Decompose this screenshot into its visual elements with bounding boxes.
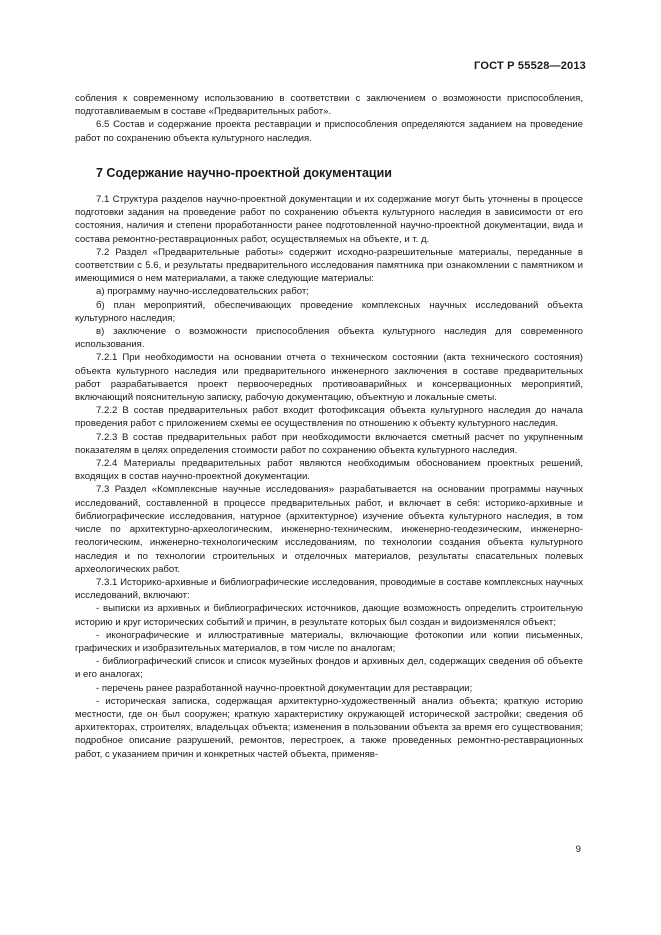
paragraph: 7.2 Раздел «Предварительные работы» содержит исходно-разрешительные материалы, переданные в соответствии с 5.6, и результаты предварительного исследования памятника при ознакомлении с памятником и имеющимися о нем материалами, а также следующие материалы:: [75, 246, 583, 285]
page-number: 9: [575, 844, 581, 855]
list-item: б) план мероприятий, обеспечивающих проведение комплексных научных исследований объекта культурного наследия;: [75, 299, 583, 324]
paragraph: 7.3.1 Историко-архивные и библиографические исследования, проводимые в составе комплексных научных исследований, включают:: [75, 576, 583, 602]
paragraph: 7.2.1 При необходимости на основании отчета о техническом состоянии (акта технического состояния) объекта культурного наследия или предварительного инженерного заключения в составе предварительных работ разрабатывается проект первоочередных противоаварийных и консервационных мероприятий, включающий пояснительную записку, рабочую документацию, объектную и локальные сметы.: [75, 352, 583, 404]
paragraph: собления к современному использованию в соответствии с заключением о возможности приспособления, подготавливаемым в составе «Предварительных работ».: [75, 93, 583, 118]
paragraph: 7.2.2 В состав предварительных работ входит фотофиксация объекта культурного наследия до начала проведения работ с приложением схемы ее осуществления по отношению к объекту культурного наследия.: [75, 405, 583, 430]
document-standard-id: ГОСТ Р 55528—2013: [474, 60, 586, 72]
list-item: в) заключение о возможности приспособления объекта культурного наследия для современного использования.: [75, 326, 583, 351]
paragraph: 7.2.4 Материалы предварительных работ являются необходимым обоснованием проектных решений, входящих в состав научно-проектной документации.: [75, 458, 583, 483]
list-item: - историческая записка, содержащая архитектурно-художественный анализ объекта; краткую историю местности, где он был сооружен; краткую характеристику окружающей исторической застройки; сведения об архитекторах, строителях, владельцах объекта; изменения в пользовании объекта за время его существования; подробное описание разрушений, ремонтов, перестроек, а также проведенных ремонтно-реставрационных работ, с указанием причин и конкретных частей объекта, применяв-: [75, 695, 583, 760]
list-item: а) программу научно-исследовательских работ;: [96, 286, 309, 298]
paragraph: 7.3 Раздел «Комплексные научные исследования» разрабатывается на основании программы научных исследований, составленной в процессе предварительных работ, и включает в себя: историко-архивные и библиографические исследования, натурное (архитектурное) изучение объекта культурного наследия, в том числе по архитектурно-археологическим, инженерно-техническим, инженерно-геодезическим, инженерно-геологическим, инженерно-технологическим исследованиям, по технологии создания объекта культурного наследия и по технологии строительных и отделочных материалов, результаты спасательных полевых археологических работ.: [75, 484, 583, 575]
list-item: - выписки из архивных и библиографических источников, дающие возможность определить строительную историю и круг исторических событий и причин, в результате которых был создан и видоизменялся объект;: [75, 603, 583, 628]
paragraph: 6.5 Состав и содержание проекта реставрации и приспособления определяются заданием на проведение работ по сохранению объекта культурного наследия.: [75, 119, 583, 144]
list-item: - иконографические и иллюстративные материалы, включающие фотокопии или копии письменных, графических и изобразительных материалов, в том числе по аналогам;: [75, 629, 583, 654]
list-item: - библиографический список и список музейных фондов и архивных дел, содержащих сведения об объекте и его аналогах;: [75, 656, 583, 681]
document-body: [75, 92, 583, 761]
list-item: - перечень ранее разработанной научно-проектной документации для реставрации;: [96, 682, 473, 694]
paragraph: 7.1 Структура разделов научно-проектной документации и их содержание могут быть уточнены в процессе подготовки задания на проведение работ по сохранению объекта культурного наследия в зависимости от его состояния, наличия и степени проработанности ранее подготовленной научно-проектной документации, вида и состава ремонтно-реставрационных работ, осуществляемых на объекте, и т. д.: [75, 194, 583, 245]
paragraph: 7.2.3 В состав предварительных работ при необходимости включается сметный расчет по укрупненным показателям в целях определения стоимости работ по сохранению объекта культурного наследия.: [75, 431, 583, 456]
section-heading: 7 Содержание научно-проектной документации: [96, 165, 392, 180]
